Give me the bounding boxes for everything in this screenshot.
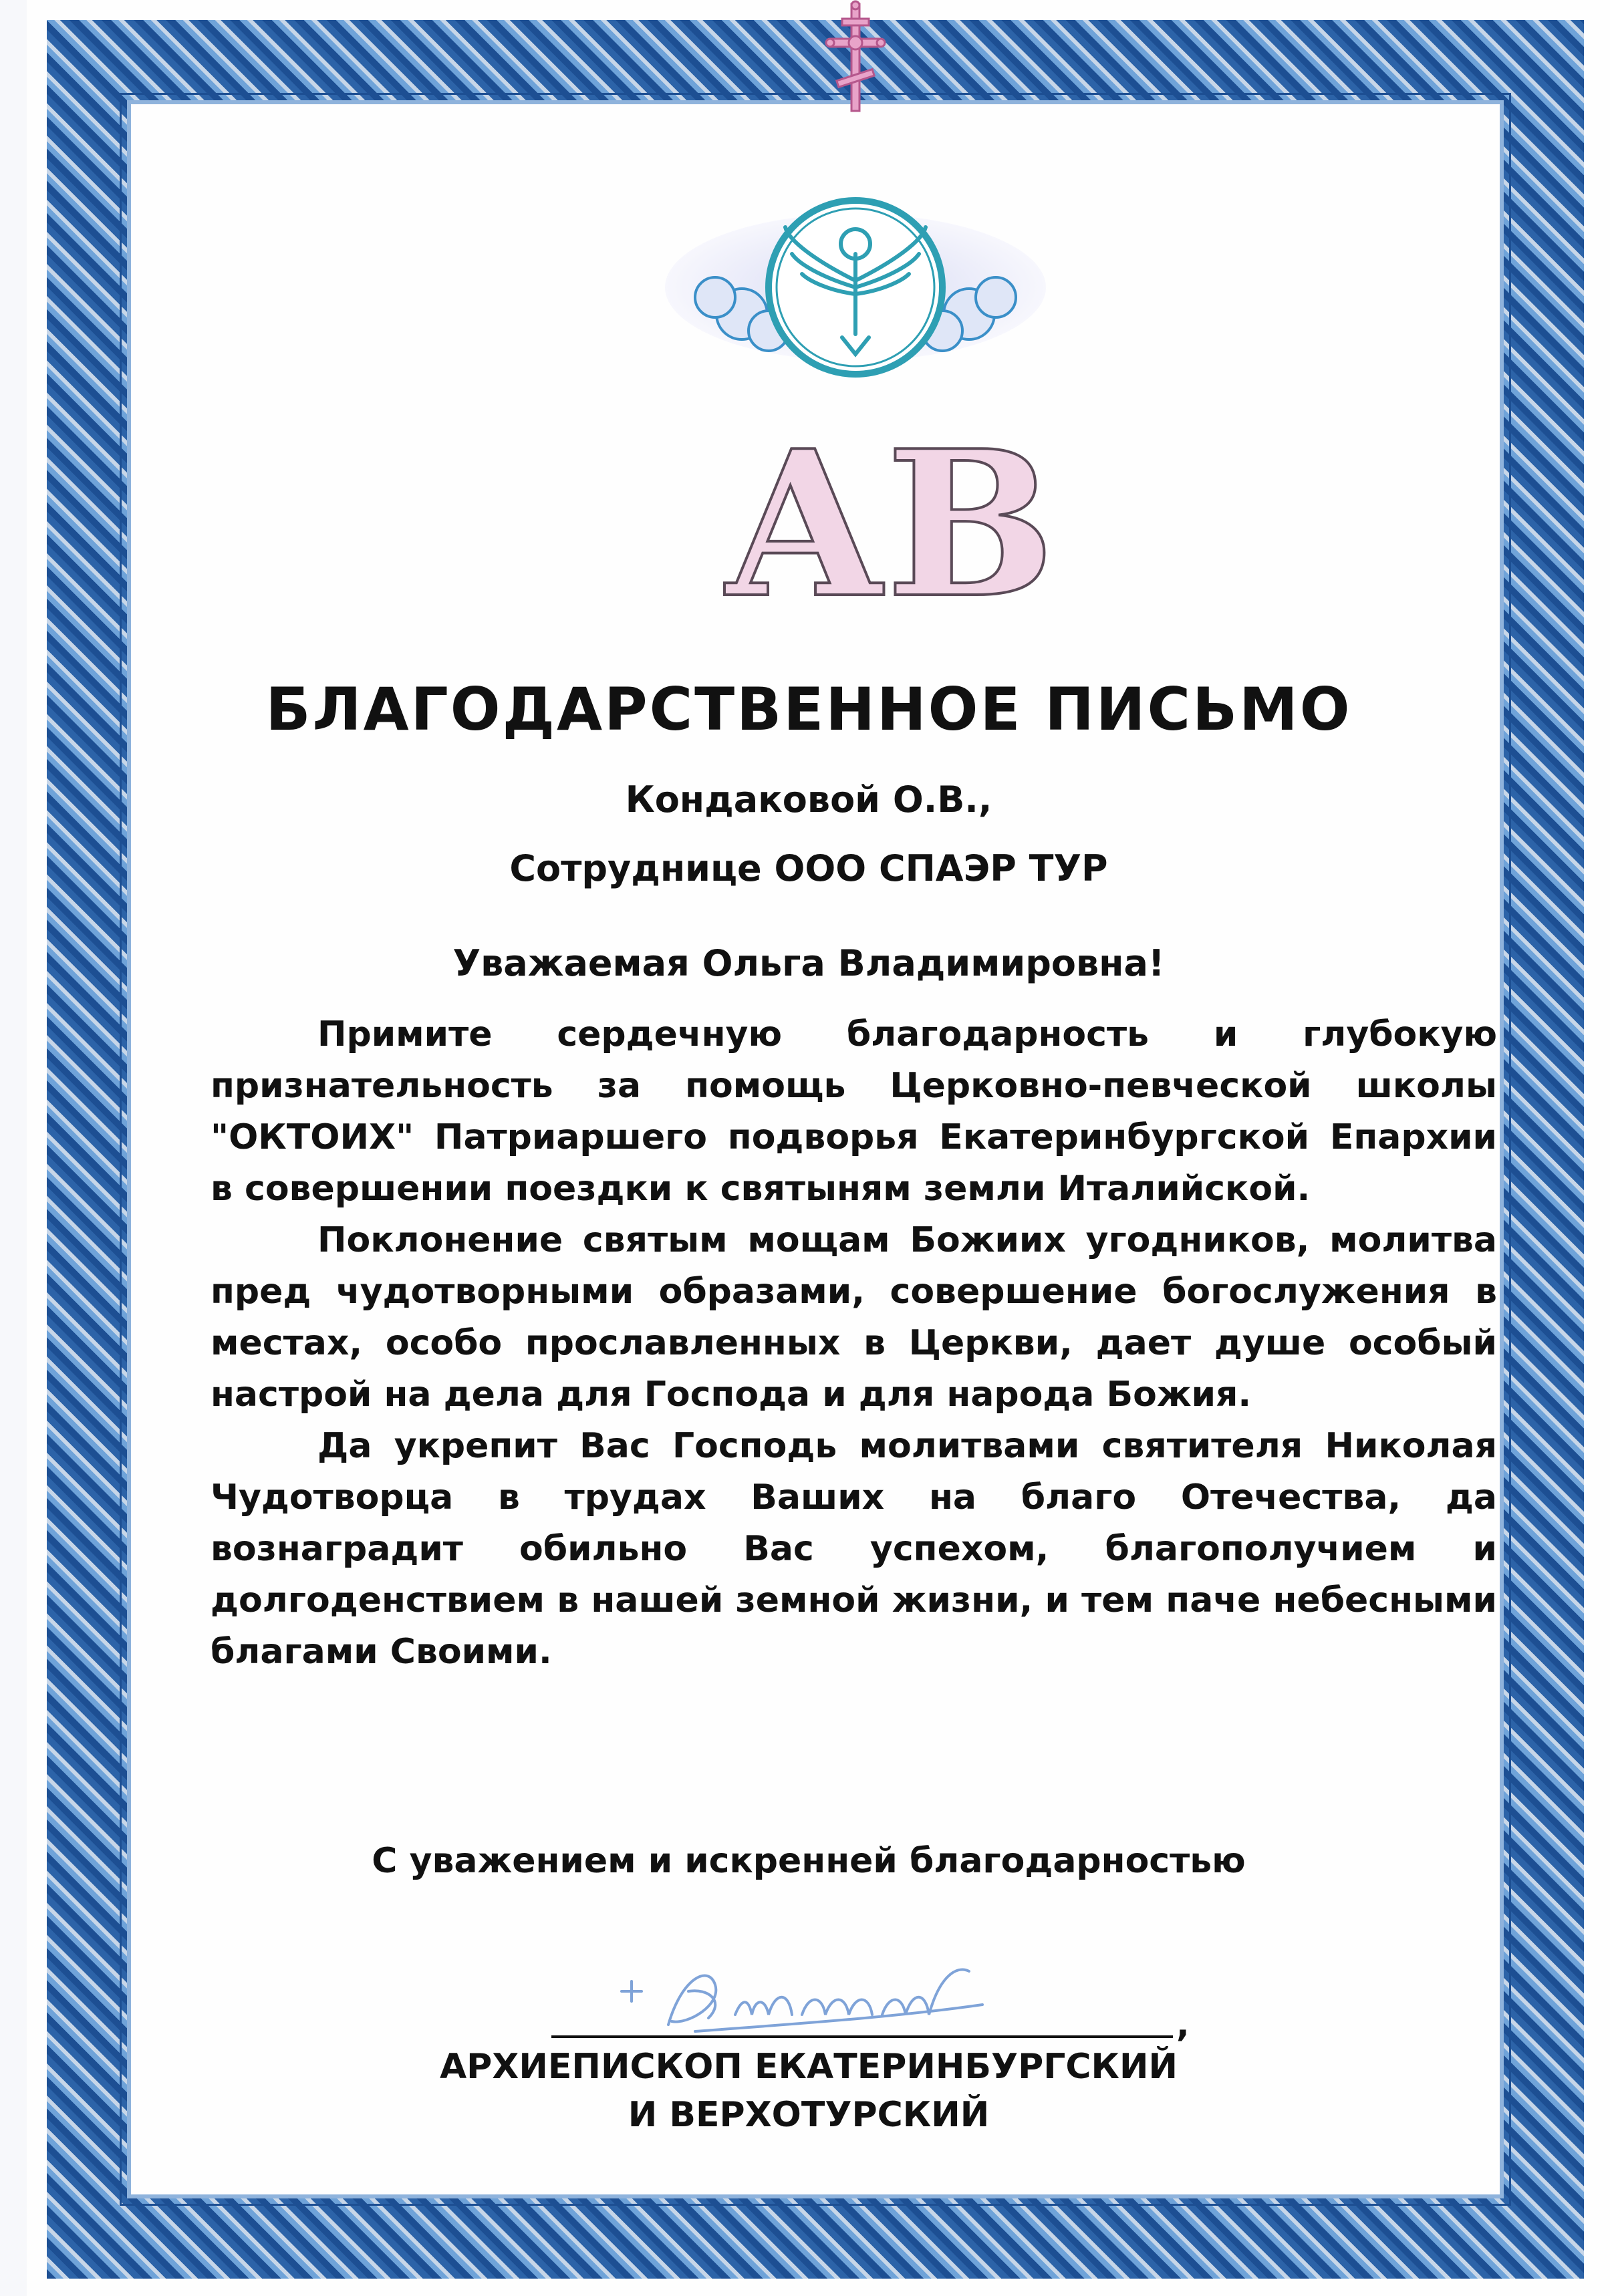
paragraph-3: Да укрепит Вас Господь молитвами святителя Николая Чудотворца в трудах Ваших на благо Отечества, да вознаградит обильно Вас успехом, благополучием и долгоденствием в нашей земной жизни, и тем паче небесными благами Своими.: [211, 1426, 1497, 1672]
salutation: Уважаемая Ольга Владимировна!: [452, 942, 1165, 984]
letters-ligature-text: АВ: [722, 406, 1055, 642]
document-title: БЛАГОДАРСТВЕННОЕ ПИСЬМО: [265, 675, 1352, 744]
dove-emblem-icon: [662, 187, 1049, 388]
signature-line: [551, 2035, 1173, 2038]
orthodox-cross-icon: [822, 0, 889, 117]
letters-ligature-emblem: [722, 401, 1055, 642]
letter-body: [211, 1009, 1497, 1678]
handwritten-signature: [608, 1951, 1023, 2045]
signer-title-line2: И ВЕРХОТУРСКИЙ: [628, 2095, 990, 2135]
paragraph-2: Поклонение святым мощам Божиих угодников, молитва пред чудотворными образами, совершение богослужения в местах, особо прославленных в Церкви, дает душе особый настрой на дела для Господа и для народа Божия.: [211, 1220, 1497, 1415]
signer-title-line1: АРХИЕПИСКОП ЕКАТЕРИНБУРГСКИЙ: [439, 2047, 1178, 2087]
paragraph-1: Примите сердечную благодарность и глубокую признательность за помощь Церковно-певческой школы "ОКТОИХ" Патриаршего подворья Екатеринбургской Епархии в совершении поездки к святыням земли Италийской.: [211, 1014, 1497, 1209]
signature-comma: ,: [1176, 2005, 1190, 2045]
recipient-position: Сотруднице ООО СПАЭР ТУР: [509, 847, 1108, 889]
closing-phrase: С уважением и искренней благодарностью: [372, 1841, 1246, 1881]
recipient-name: Кондаковой О.В.,: [625, 778, 992, 821]
